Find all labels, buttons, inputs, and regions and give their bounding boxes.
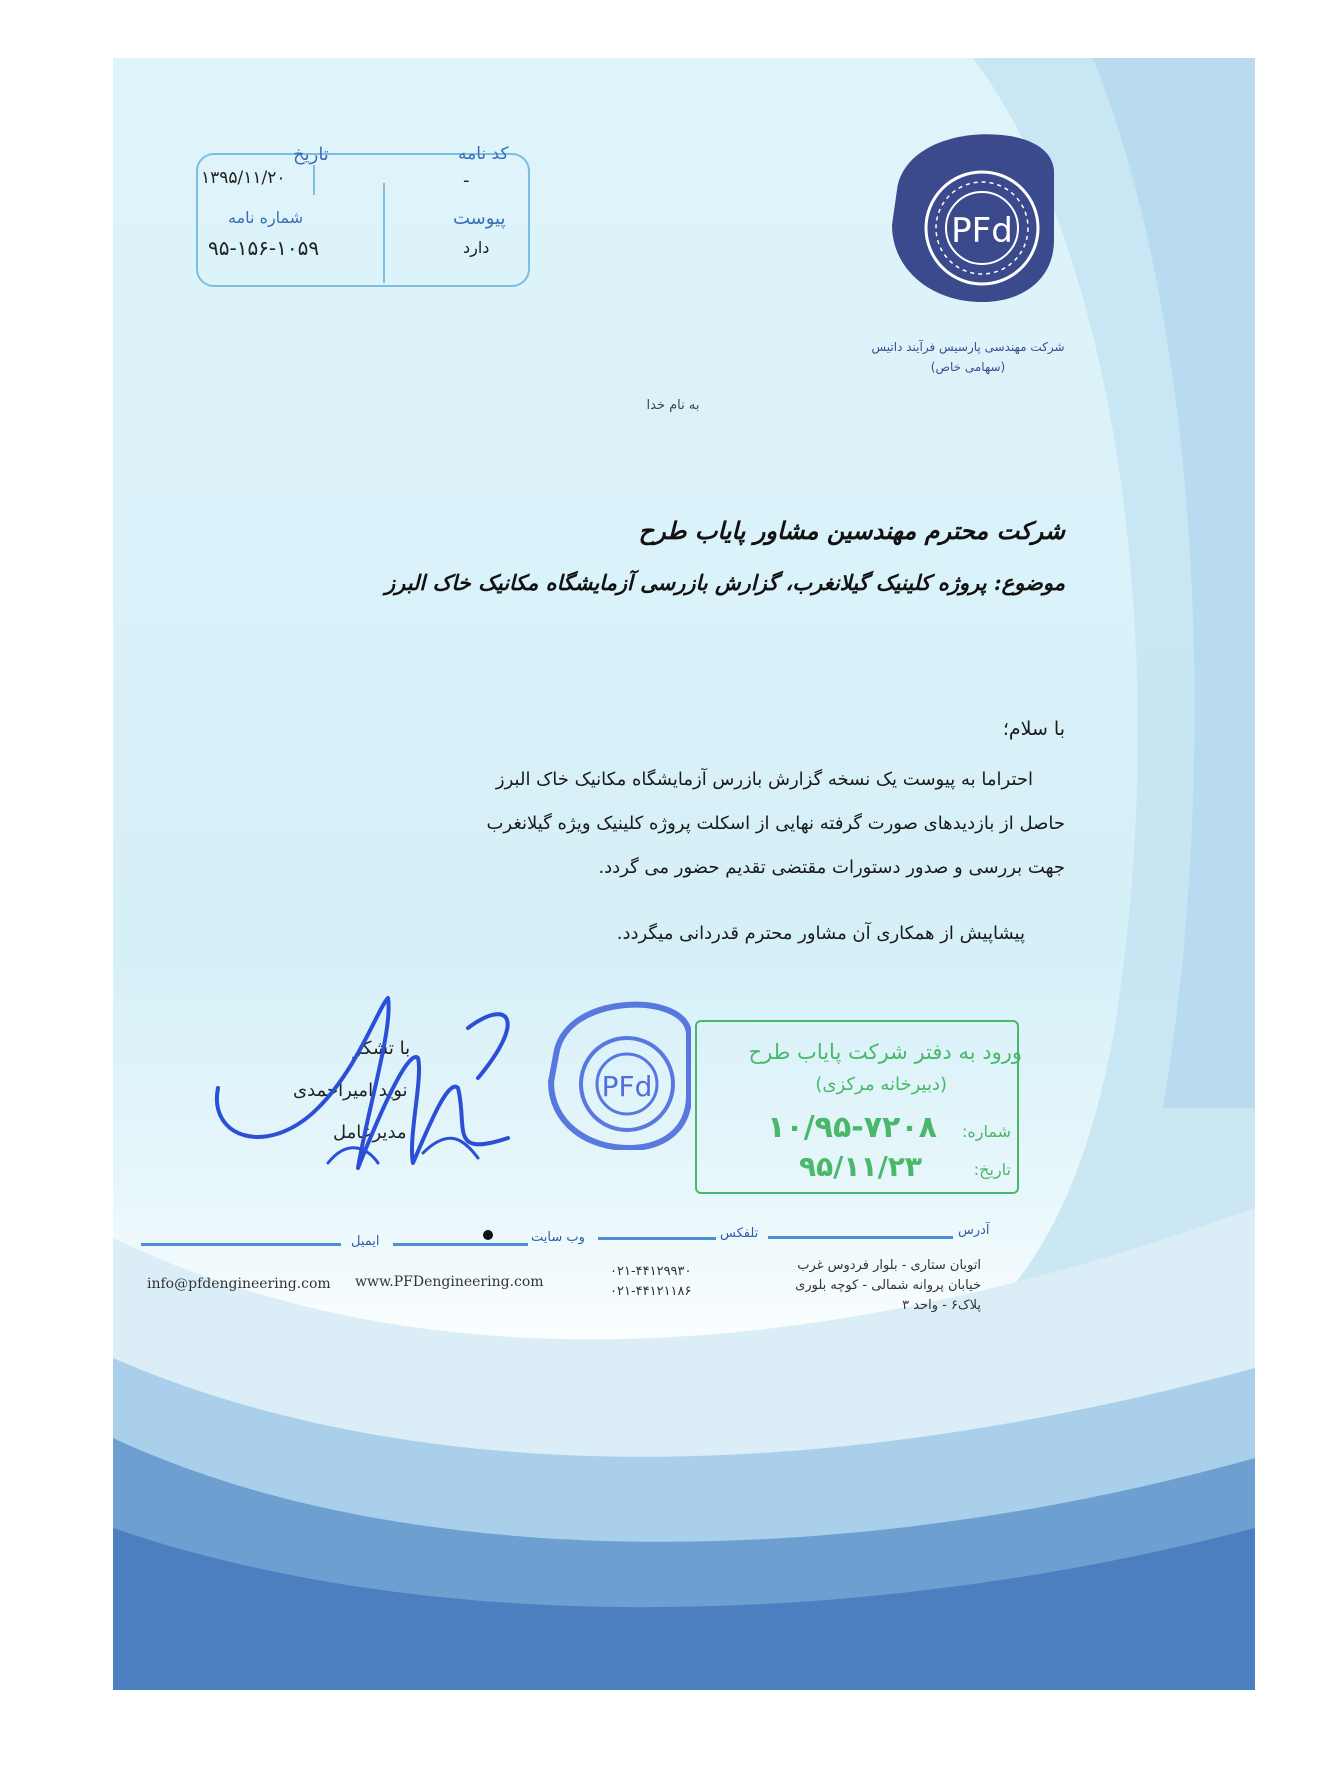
footer-rule [768,1236,953,1239]
email-label: ایمیل [351,1234,380,1249]
company-name: شرکت مهندسی پارسیس فرآیند داتیس [871,340,1065,354]
attachment-value: دارد [463,238,490,257]
fax-label: تلفکس [720,1226,759,1241]
footer-rule [598,1237,716,1240]
greeting: با سلام؛ [1002,718,1065,740]
stamp-line1: ورود به دفتر شرکت پایاب طرح [748,1040,1022,1064]
date-value: ۱۳۹۵/۱۱/۲۰ [201,168,286,188]
basmala: به نام خدا [646,398,700,413]
signature-thanks: با تشکر [353,1038,411,1059]
website-label: وب سایت [531,1230,585,1245]
attachment-label: پیوست [453,208,506,229]
letter-sheet [113,58,1255,1690]
box-divider [383,183,385,283]
receipt-stamp [695,1020,1022,1194]
address-line: خیابان پروانه شمالی - کوچه بلوری [795,1278,981,1293]
address-label: آدرس [958,1223,990,1238]
footer-dot [483,1230,493,1240]
subject: موضوع: پروژه کلینیک گیلانغرب، گزارش بازرسی آزمایشگاه مکانیک خاک البرز [384,570,1065,595]
signer-name: نوید امیراحمدی [293,1080,408,1101]
address-line: پلاک۶ - واحد ۳ [902,1298,981,1313]
website-link[interactable]: www.PFDengineering.com [355,1274,544,1290]
company-logo [882,130,1057,305]
stamp-date-value: ۹۵/۱۱/۲۳ [799,1150,922,1183]
body-line: جهت بررسی و صدور دستورات مقتضی تقدیم حضور می گردد. [598,857,1065,878]
handwritten-signature [208,988,548,1178]
logo-text: PFd [951,211,1013,251]
company-seal [541,1000,691,1150]
code-value: - [463,170,470,191]
recipient: شرکت محترم مهندسین مشاور پایاب طرح [638,516,1065,545]
letter-number-value: ۹۵-۱۵۶-۱۰۵۹ [208,236,320,260]
company-type: (سهامی خاص) [930,360,1006,374]
footer-rule [141,1243,341,1246]
closing-line: پیشاپیش از همکاری آن مشاور محترم قدردانی میگردد. [616,923,1025,944]
stamp-line2: (دبیرخانه مرکزی) [815,1074,947,1095]
code-label: کد نامه [458,144,509,164]
footer-rule [393,1243,528,1246]
address-line: اتوبان ستاری - بلوار فردوس غرب [797,1258,981,1273]
signer-title: مدیرعامل [333,1122,407,1143]
stamp-number-label: شماره: [961,1122,1011,1141]
stamp-date-label: تاریخ: [973,1160,1011,1179]
body-paragraph [365,758,1065,890]
body-line: حاصل از بازدیدهای صورت گرفته نهایی از اسکلت پروژه کلینیک ویژه گیلانغرب [486,813,1065,834]
stamp-number-value: ۱۰/۹۵-۷۲۰۸ [767,1110,937,1145]
body-line: احتراما به پیوست یک نسخه گزارش بازرس آزمایشگاه مکانیک خاک البرز [495,769,1033,790]
fax-number: ۰۲۱-۴۴۱۲۹۹۳۰ [610,1264,692,1279]
box-divider [313,165,315,195]
seal-logo-text: PFd [601,1070,653,1103]
letter-number-label: شماره نامه [228,208,304,227]
fax-number: ۰۲۱-۴۴۱۲۱۱۸۶ [610,1284,692,1299]
date-label: تاریخ [293,144,329,165]
email-link[interactable]: info@pfdengineering.com [147,1276,331,1292]
